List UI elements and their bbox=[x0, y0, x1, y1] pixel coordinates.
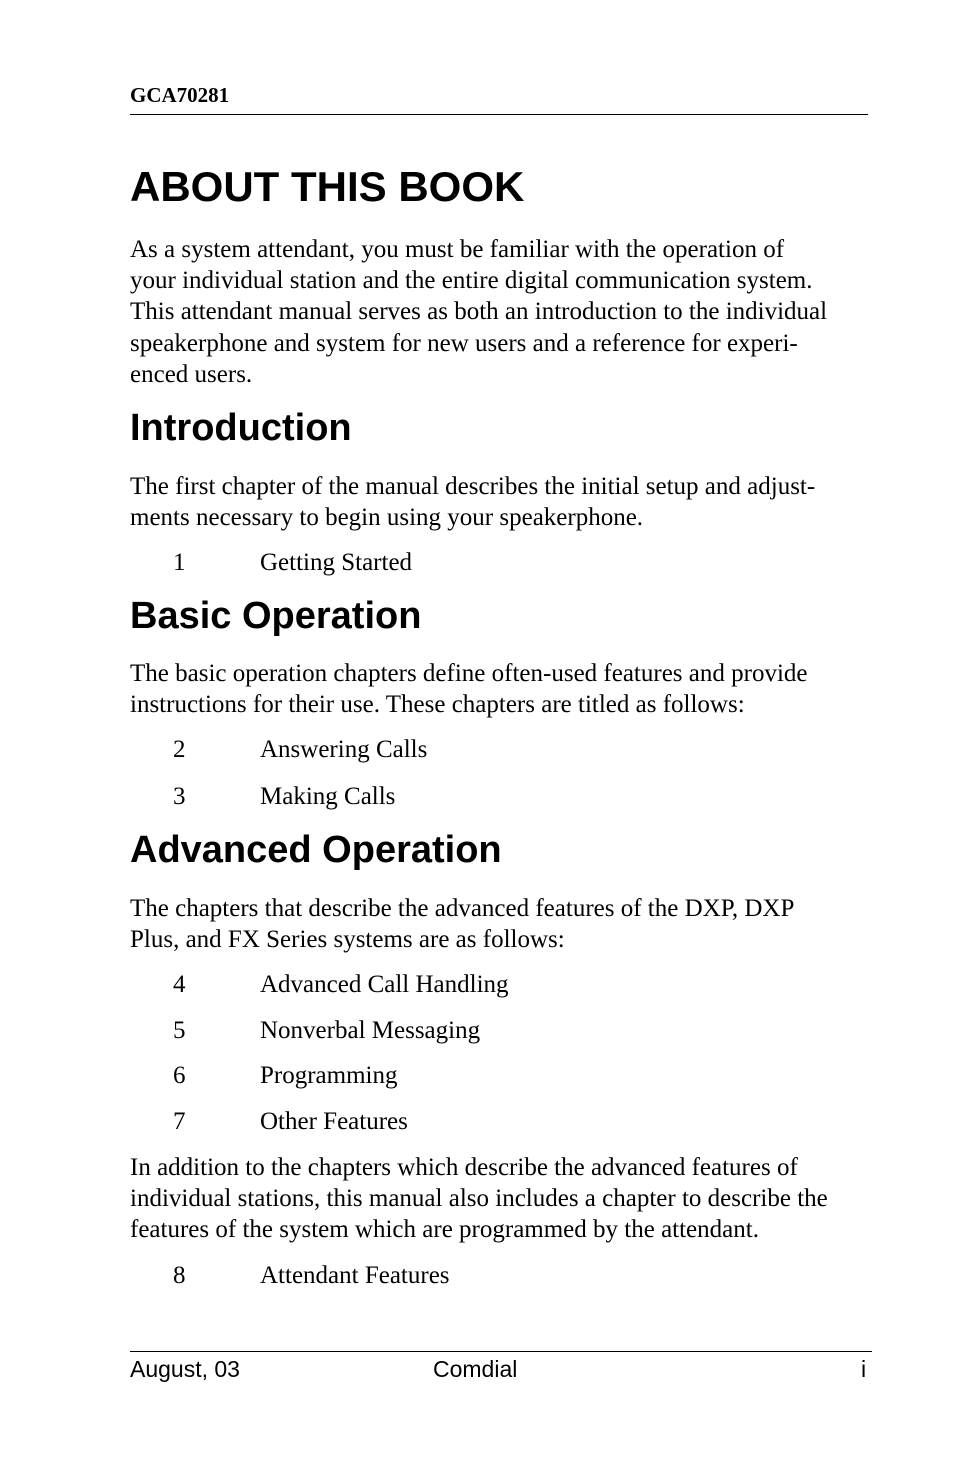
section-heading-introduction: Introduction bbox=[130, 407, 352, 449]
section-heading-advanced-operation: Advanced Operation bbox=[130, 829, 502, 871]
chapter-title: Attendant Features bbox=[260, 1262, 450, 1289]
chapter-title: Advanced Call Handling bbox=[260, 971, 509, 998]
section-heading-basic-operation: Basic Operation bbox=[130, 595, 422, 637]
chapter-number: 4 bbox=[173, 971, 186, 998]
page-number: i bbox=[861, 1356, 867, 1382]
chapter-number: 8 bbox=[173, 1262, 186, 1289]
section-paragraph-advanced-operation: The chapters that describe the advanced features of the DXP, DXP Plus, and FX Series systems are as follows: bbox=[130, 895, 795, 954]
section-paragraph-introduction: The first chapter of the manual describes the initial setup and adjust- ments necessary to begin using your speakerphone. bbox=[130, 473, 816, 532]
footer-company: Comdial bbox=[433, 1356, 518, 1382]
chapter-item bbox=[0, 735, 954, 765]
chapter-item bbox=[0, 1016, 954, 1046]
chapter-title: Making Calls bbox=[260, 783, 396, 810]
chapter-number: 7 bbox=[173, 1108, 186, 1135]
intro-paragraph: As a system attendant, you must be familiar with the operation of your individual station and the entire digital communication system. This attendant manual serves as both an introduction to the individual speakerphone and system for new users and a reference for experi- enced users. bbox=[130, 236, 828, 388]
chapter-number: 2 bbox=[173, 736, 186, 763]
chapter-item bbox=[0, 1107, 954, 1137]
chapter-item bbox=[0, 970, 954, 1000]
page-title: ABOUT THIS BOOK bbox=[130, 163, 525, 210]
chapter-title: Programming bbox=[260, 1062, 398, 1089]
footer-date: August, 03 bbox=[130, 1356, 240, 1382]
chapter-number: 6 bbox=[173, 1062, 186, 1089]
chapter-title: Answering Calls bbox=[260, 736, 428, 763]
chapter-number: 5 bbox=[173, 1017, 186, 1044]
chapter-item bbox=[0, 1061, 954, 1091]
header-rule bbox=[130, 114, 868, 115]
chapter-title: Getting Started bbox=[260, 549, 413, 576]
chapter-item bbox=[0, 1261, 954, 1291]
document-id: GCA70281 bbox=[130, 83, 230, 107]
chapter-title: Other Features bbox=[260, 1108, 408, 1135]
chapter-item bbox=[0, 782, 954, 812]
footer-rule bbox=[130, 1351, 872, 1352]
chapter-number: 1 bbox=[173, 549, 186, 576]
chapter-number: 3 bbox=[173, 783, 186, 810]
section-paragraph-basic-operation: The basic operation chapters define often-used features and provide instructions for their use. These chapters are titled as follows: bbox=[130, 660, 808, 719]
chapter-title: Nonverbal Messaging bbox=[260, 1017, 481, 1044]
attendant-paragraph: In addition to the chapters which describe the advanced features of individual stations, this manual also includes a chapter to describe the features of the system which are programmed by the attendant. bbox=[130, 1154, 828, 1244]
chapter-item bbox=[0, 548, 954, 578]
